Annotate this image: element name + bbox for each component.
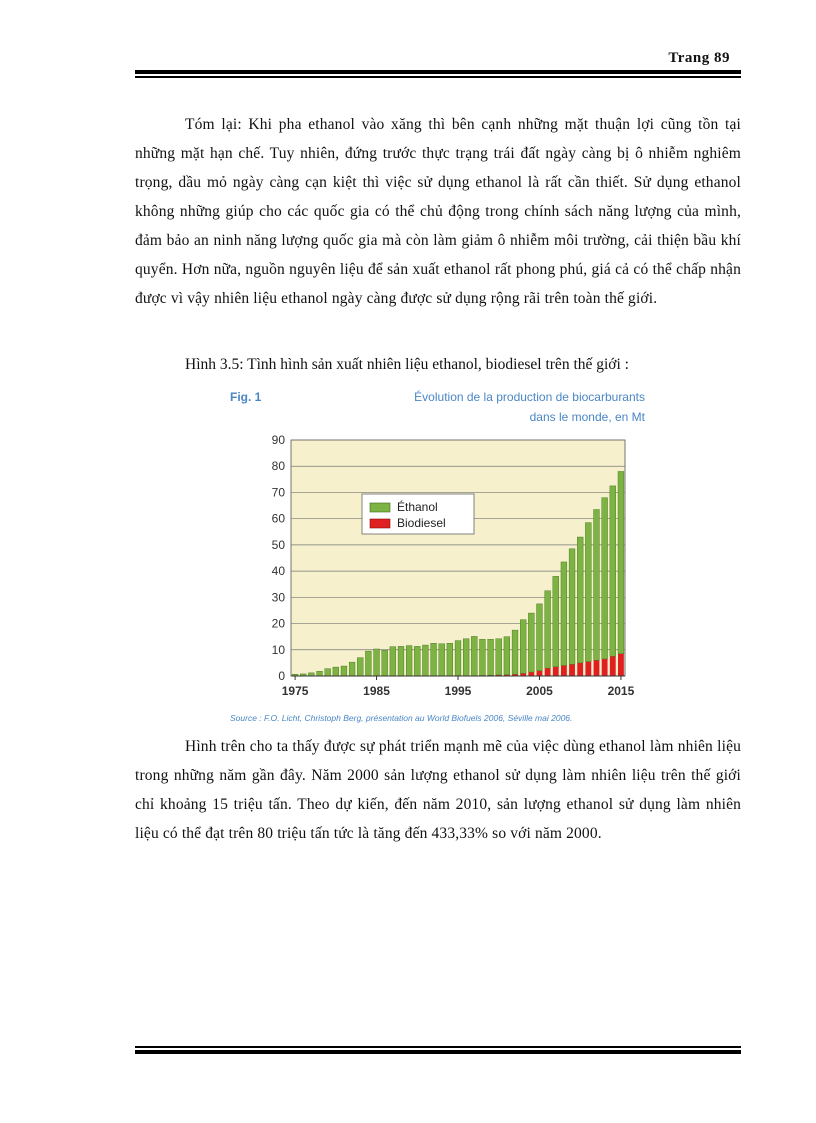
figure-caption: Hình 3.5: Tình hình sản xuất nhiên liệu ethanol, biodiesel trên thế giới : <box>185 356 629 373</box>
legend-label-ethanol: Éthanol <box>397 500 438 514</box>
bar-ethanol-1981 <box>341 666 347 676</box>
legend-label-biodiesel: Biodiesel <box>397 516 446 530</box>
bar-biodiesel-2010 <box>577 663 583 676</box>
bar-ethanol-2005 <box>537 604 543 671</box>
bar-ethanol-1988 <box>398 646 404 676</box>
bar-biodiesel-2004 <box>528 672 534 676</box>
bar-ethanol-1980 <box>333 667 339 676</box>
bar-ethanol-1995 <box>455 641 461 676</box>
bar-ethanol-2003 <box>520 620 526 674</box>
bar-biodiesel-2011 <box>585 662 591 676</box>
y-tick-label: 50 <box>271 537 285 552</box>
biofuel-production-chart <box>225 388 655 728</box>
bar-ethanol-1983 <box>357 658 363 676</box>
chart-subtitle: dans le monde, en Mt <box>529 410 645 424</box>
x-tick-label: 2015 <box>607 684 635 698</box>
header-rule-thick <box>135 70 741 74</box>
bar-ethanol-1985 <box>374 649 380 676</box>
bar-biodiesel-2008 <box>561 666 567 676</box>
bar-ethanol-1994 <box>447 643 453 676</box>
footer-rule-thin <box>135 1046 741 1048</box>
fig-label: Fig. 1 <box>230 390 262 404</box>
bar-biodiesel-2007 <box>553 667 559 676</box>
bar-ethanol-1991 <box>422 645 428 676</box>
analysis-paragraph: Hình trên cho ta thấy được sự phát triển mạnh mẽ của việc dùng ethanol làm nhiên liệu trong những năm gần đây. Năm 2000 sản lượng ethanol sử dụng làm nhiên liệu trên thế giới chỉ khoảng 15 triệu tấn. Theo dự kiến, đến năm 2010, sản lượng ethanol sử dụng làm nhiên liệu có thể đạt trên 80 triệu tấn tức là tăng đến 433,33% so với năm 2000. <box>135 738 741 842</box>
legend-swatch-biodiesel <box>370 519 390 528</box>
y-axis <box>272 433 286 683</box>
bar-ethanol-1998 <box>480 639 486 675</box>
bar-biodiesel-2005 <box>537 671 543 676</box>
bar-ethanol-2006 <box>545 591 551 668</box>
bar-ethanol-2014 <box>610 486 616 656</box>
bar-ethanol-1992 <box>431 643 437 676</box>
y-tick-label: 40 <box>271 564 285 579</box>
y-tick-label: 10 <box>271 642 285 657</box>
bar-ethanol-2015 <box>618 471 624 653</box>
x-tick-label: 1985 <box>363 684 390 698</box>
y-tick-label: 90 <box>271 433 285 447</box>
legend-swatch-ethanol <box>370 503 390 512</box>
bar-biodiesel-2009 <box>569 664 575 676</box>
bar-ethanol-1987 <box>390 647 396 676</box>
bar-ethanol-2013 <box>602 498 608 659</box>
bar-ethanol-1986 <box>382 650 388 676</box>
y-tick-label: 30 <box>271 590 285 605</box>
bar-ethanol-1999 <box>488 639 494 675</box>
bar-ethanol-2010 <box>577 537 583 663</box>
bar-ethanol-2012 <box>594 509 600 660</box>
bar-ethanol-1979 <box>325 669 331 676</box>
bar-ethanol-1989 <box>406 646 412 676</box>
bar-ethanol-2002 <box>512 630 518 674</box>
y-tick-label: 70 <box>271 485 285 500</box>
bar-biodiesel-2006 <box>545 668 551 676</box>
bar-ethanol-2000 <box>496 639 502 675</box>
bar-ethanol-1982 <box>349 662 355 676</box>
bar-ethanol-1993 <box>439 644 445 676</box>
bar-ethanol-1996 <box>463 639 469 676</box>
bar-ethanol-2004 <box>528 613 534 672</box>
footer-rule-thick <box>135 1050 741 1054</box>
y-tick-label: 20 <box>271 616 285 631</box>
bar-biodiesel-2014 <box>610 656 616 676</box>
x-tick-label: 1975 <box>281 684 309 698</box>
page-number: Trang 89 <box>668 50 730 66</box>
bar-ethanol-2008 <box>561 562 567 666</box>
x-tick-label: 2005 <box>526 684 553 698</box>
bar-ethanol-2009 <box>569 549 575 664</box>
y-tick-label: 80 <box>271 459 285 474</box>
bar-ethanol-1984 <box>365 651 371 676</box>
x-tick-label: 1995 <box>444 684 472 698</box>
chart-source: Source : F.O. Licht, Christoph Berg, présentation au World Biofuels 2006, Séville mai 2006. <box>230 713 573 723</box>
bar-ethanol-1997 <box>471 636 477 675</box>
chart-title: Évolution de la production de biocarburants <box>414 390 645 404</box>
bar-ethanol-2011 <box>585 523 591 662</box>
header-rule-thin <box>135 76 741 78</box>
x-axis <box>282 676 635 698</box>
y-tick-label: 60 <box>271 511 285 526</box>
y-tick-label: 0 <box>278 669 285 683</box>
legend <box>362 494 474 534</box>
bar-ethanol-2001 <box>504 637 510 675</box>
summary-paragraph: Tóm lại: Khi pha ethanol vào xăng thì bên cạnh những mặt thuận lợi cũng tồn tại những mặt hạn chế. Tuy nhiên, đứng trước thực trạng trái đất ngày càng bị ô nhiễm nghiêm trọng, dầu mỏ ngày càng cạn kiệt thì việc sử dụng ethanol là rất cần thiết. Sử dụng ethanol không những giúp cho các quốc gia có thể chủ động trong chính sách năng lượng của mình, đảm bảo an ninh năng lượng quốc gia mà còn làm giảm ô nhiễm môi trường, cải thiện bầu khí quyển. Hơn nữa, nguồn nguyên liệu để sản xuất ethanol rất phong phú, giá cả có thể chấp nhận được vì vậy nhiên liệu ethanol ngày càng được sử dụng rộng rãi trên toàn thế giới. <box>135 116 741 307</box>
bar-biodiesel-2013 <box>602 659 608 676</box>
bar-ethanol-1978 <box>317 671 323 676</box>
bar-biodiesel-2015 <box>618 654 624 676</box>
bar-ethanol-2007 <box>553 576 559 666</box>
bar-ethanol-1990 <box>414 646 420 676</box>
bar-biodiesel-2012 <box>594 660 600 676</box>
